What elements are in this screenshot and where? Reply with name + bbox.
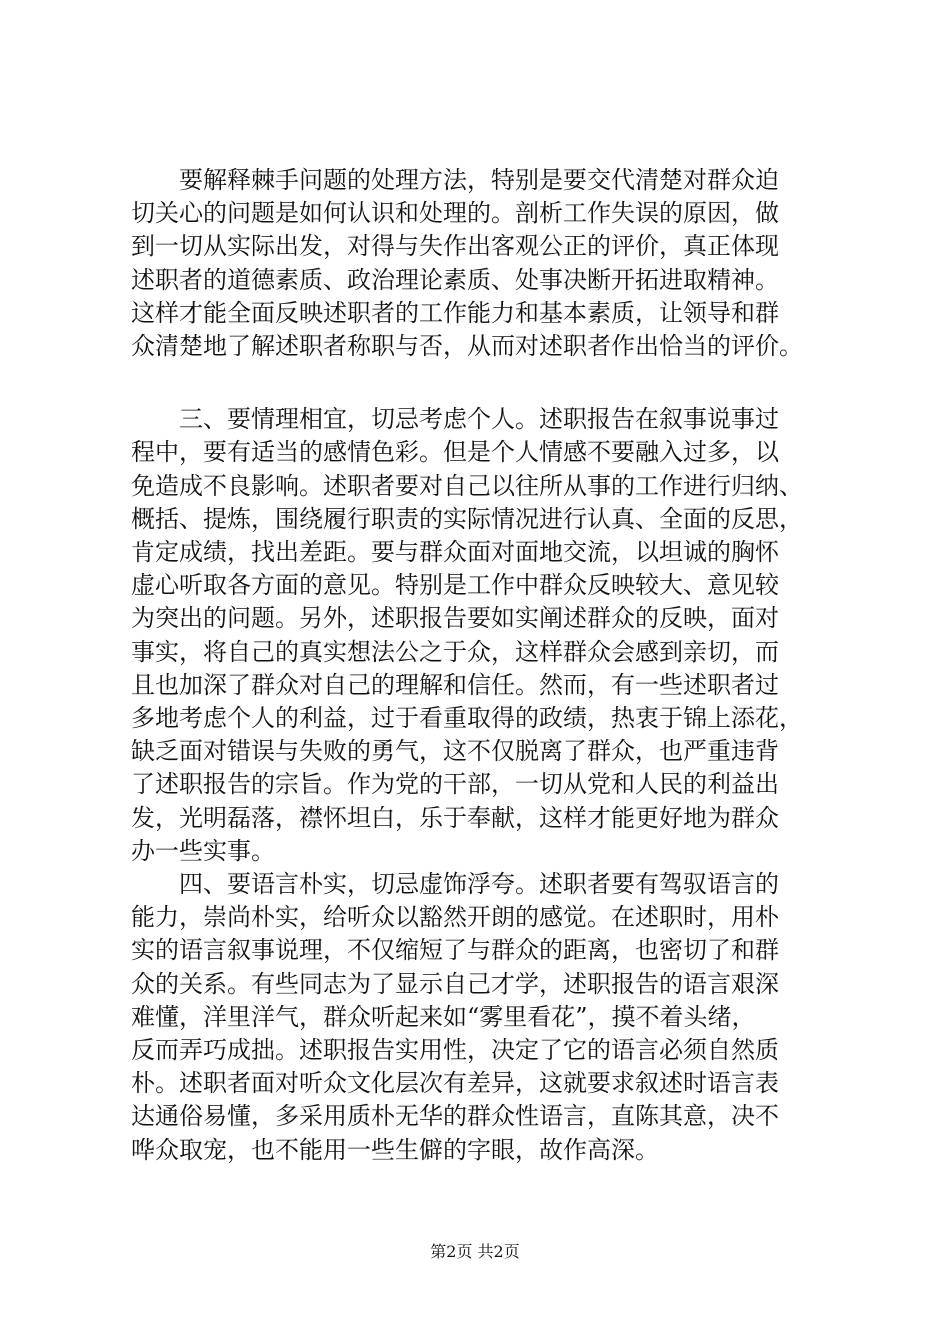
paragraph-gap: [131, 363, 853, 403]
page-footer: [0, 1242, 950, 1262]
document-body: [131, 164, 853, 1167]
page-number-label: 第2页 共2页: [430, 1242, 520, 1261]
paragraph-1: 要解释棘手问题的处理方法，特别是要交代清楚对群众迫 切关心的问题是如何认识和处理的。剖析工作失误的原因，做 到一切从实际出发，对得与失作出客观公正的评价，真正体现 述职者的道德素质、政治理论素质、处事决断开拓进取精神。 这样才能全面反映述职者的工作能力和基本素质，让领导和群 众清楚地了解述职者称职与否，从而对述职者作出恰当的评价。: [131, 166, 803, 361]
paragraph-2: 三、要情理相宜，切忌考虑个人。述职报告在叙事说事过 程中，要有适当的感情色彩。但是个人情感不要融入过多，以 免造成不良影响。述职者要对自己以往所从事的工作进行归纳、 概括、提炼，围绕履行职责的实际情况进行认真、全面的反思， 肯定成绩，找出差距。要与群众面对面地交流，以坦诚的胸怀 虚心听取各方面的意见。特别是工作中群众反映较大、意见较 为突出的问题。另外，述职报告要如实阐述群众的反映，面对 事实，将自己的真实想法公之于众，这样群众会感到亲切，而 且也加深了群众对自己的理解和信任。然而，有一些述职者过 多地考虑个人的利益，过于看重取得的政绩，热衷于锦上添花， 缺乏面对错误与失败的勇气，这不仅脱离了群众，也严重违背 了述职报告的宗旨。作为党的干部，一切从党和人民的利益出 发，光明磊落，襟怀坦白，乐于奉献，这样才能更好地为群众 办一些实事。: [131, 405, 803, 865]
paragraph-3: 四、要语言朴实，切忌虚饰浮夸。述职者要有驾驭语言的 能力，崇尚朴实，给听众以豁然开朗的感觉。在述职时，用朴 实的语言叙事说理，不仅缩短了与群众的距离，也密切了和群 众的关系。有些同志为了显示自己才学，述职报告的语言艰深 难懂，洋里洋气，群众听起来如“雾里看花”，摸不着头绪， 反而弄巧成拙。述职报告实用性，决定了它的语言必须自然质 朴。述职者面对听众文化层次有差异，这就要求叙述时语言表 达通俗易懂，多采用质朴无华的群众性语言，直陈其意，决不 哗众取宠，也不能用一些生僻的字眼，故作高深。: [131, 870, 779, 1164]
